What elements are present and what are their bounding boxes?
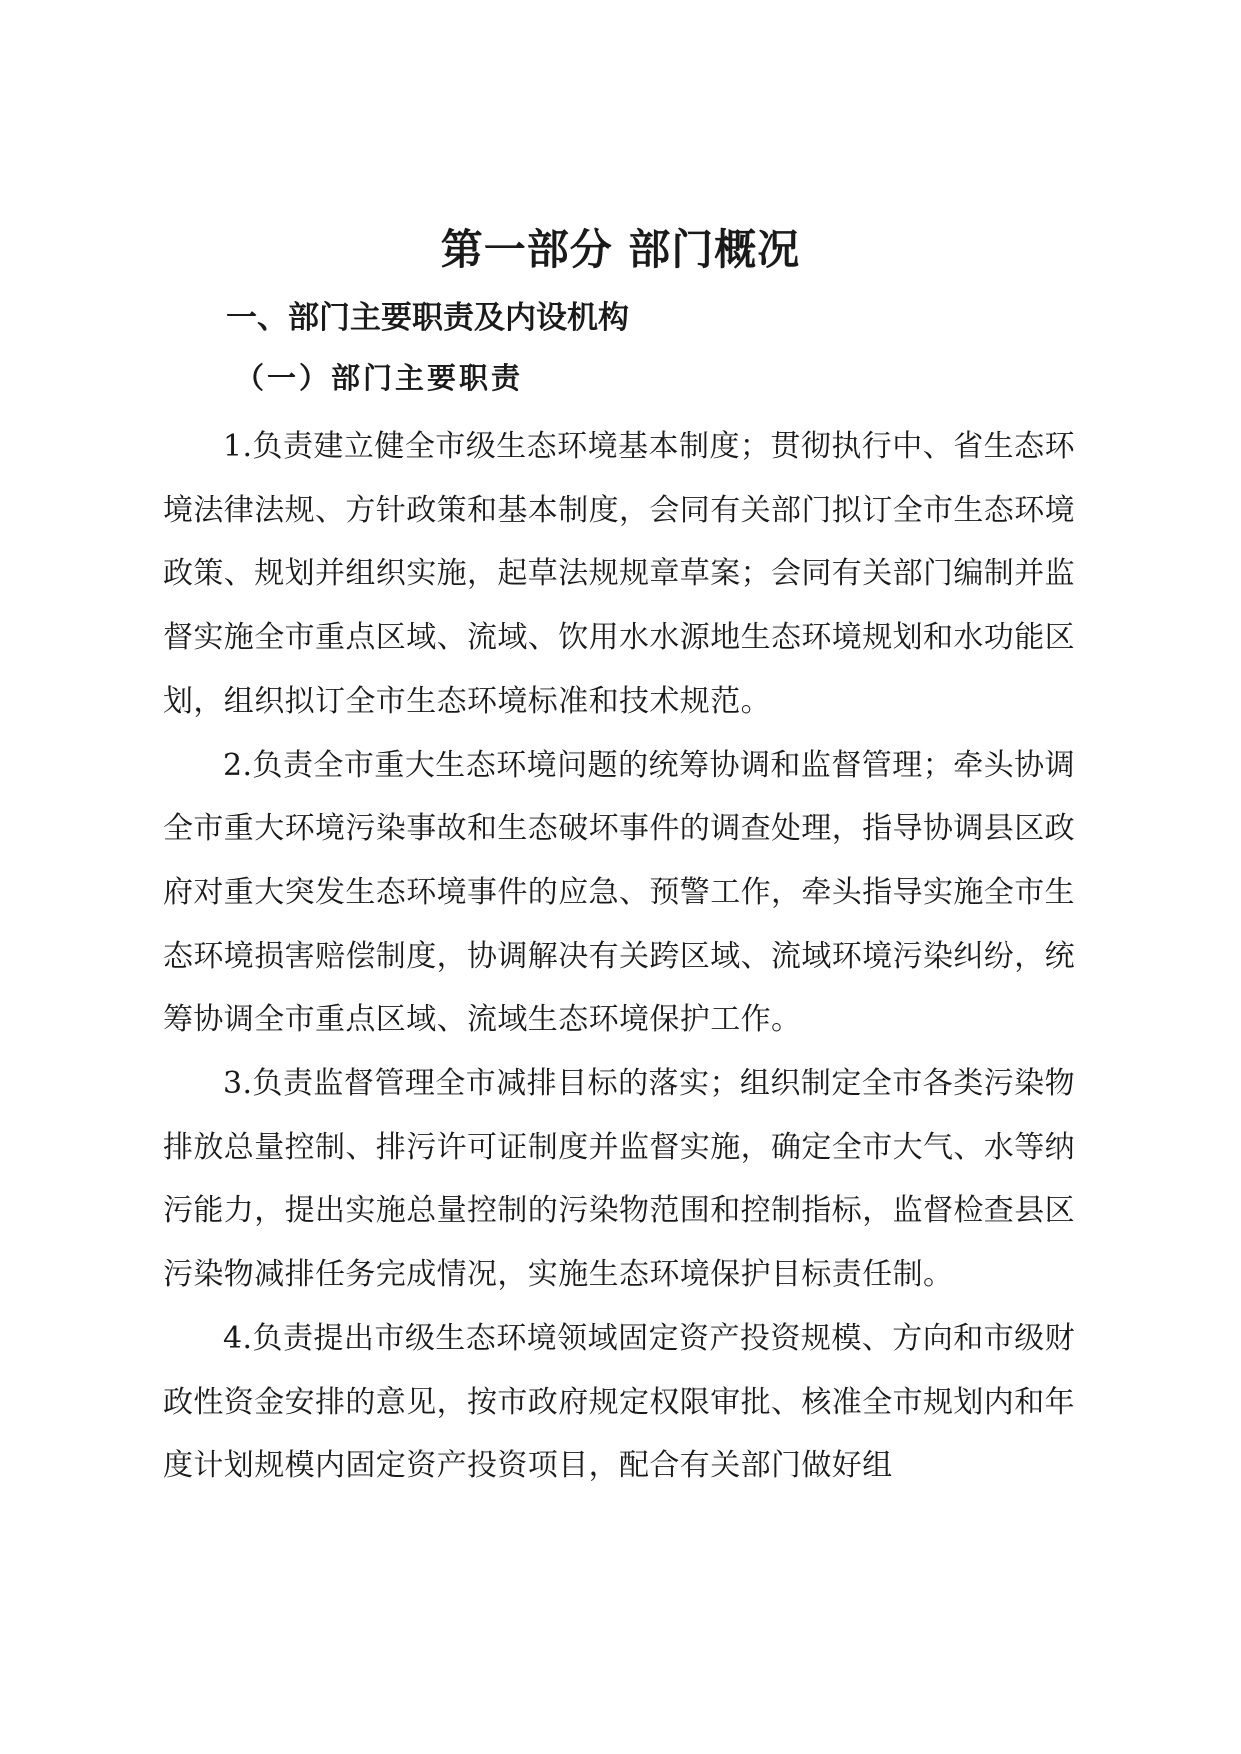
page-title: 第一部分 部门概况 xyxy=(440,225,801,274)
body-text xyxy=(163,415,1075,1498)
paragraph-3: 3.负责监督管理全市减排目标的落实；组织制定全市各类污染物排放总量控制、排污许可证制度并监督实施，确定全市大气、水等纳污能力，提出实施总量控制的污染物范围和控制指标，监督检查县区污染物减排任务完成情况，实施生态环境保护目标责任制。 xyxy=(163,1066,1075,1293)
paragraph-2: 2.负责全市重大生态环境问题的统筹协调和监督管理；牵头协调全市重大环境污染事故和生态破坏事件的调查处理，指导协调县区政府对重大突发生态环境事件的应急、预警工作，牵头指导实施全市生态环境损害赔偿制度，协调解决有关跨区域、流域环境污染纠纷，统筹协调全市重点区域、流域生态环境保护工作。 xyxy=(163,747,1075,1038)
subsection-heading: （一）部门主要职责 xyxy=(235,361,524,395)
paragraph-1: 1.负责建立健全市级生态环境基本制度；贯彻执行中、省生态环境法律法规、方针政策和基本制度，会同有关部门拟订全市生态环境政策、规划并组织实施，起草法规规章草案；会同有关部门编制并监督实施全市重点区域、流域、饮用水水源地生态环境规划和水功能区划，组织拟订全市生态环境标准和技术规范。 xyxy=(163,429,1075,719)
section-heading: 一、部门主要职责及内设机构 xyxy=(226,300,629,336)
paragraph-4: 4.负责提出市级生态环境领域固定资产投资规模、方向和市级财政性资金安排的意见，按市政府规定权限审批、核准全市规划内和年度计划规模内固定资产投资项目，配合有关部门做好组 xyxy=(163,1320,1075,1484)
